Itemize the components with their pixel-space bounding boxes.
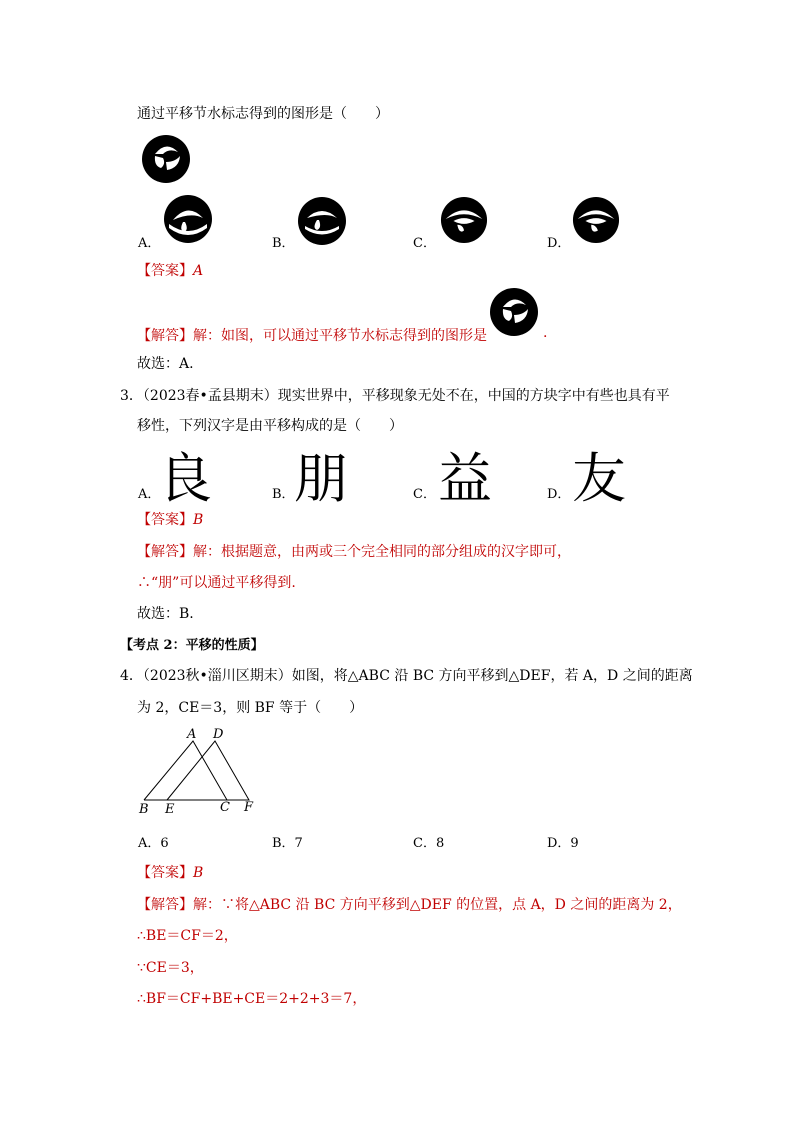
label-c: C (220, 800, 230, 815)
q3-option-d: D． (547, 487, 571, 502)
analysis-text: 解：根据题意，由两或三个完全相同的部分组成的汉字即可， (193, 544, 571, 560)
q3-char-d: 友 (572, 447, 626, 510)
analysis-text: 解：如图，可以通过平移节水标志得到的图形是 (193, 328, 487, 344)
q3-choice: 故选：B. (137, 606, 194, 622)
option-c-logo-icon (440, 196, 488, 244)
answer-label: 【答案】 (137, 263, 193, 279)
q2-option-b: B． (272, 236, 295, 251)
answer-value: A (193, 263, 204, 279)
q3-option-c: C． (413, 487, 436, 502)
q4-line3: ∵CE＝3， (137, 960, 204, 976)
q4-option-b: B．7 (272, 836, 303, 851)
analysis-end: . (543, 325, 548, 341)
analysis-label: 【解答】 (137, 544, 193, 560)
triangle-def (167, 741, 249, 800)
label-f: F (244, 800, 254, 815)
q3-option-a: A． (138, 487, 161, 502)
q2-choice: 故选：A. (137, 356, 194, 372)
q3-char-a: 良 (158, 447, 212, 510)
answer-label: 【答案】 (137, 512, 193, 528)
option-b-logo-icon (297, 196, 347, 246)
q2-stem: 通过平移节水标志得到的图形是（ ） (137, 106, 389, 122)
q3-option-b: B． (272, 487, 295, 502)
analysis-text: 解：∵将△ABC 沿 BC 方向平移到△DEF 的位置，点 A，D 之间的距离为 2， (193, 897, 682, 913)
water-logo-icon (141, 134, 191, 184)
q2-analysis (137, 325, 487, 345)
q4-option-d: D．9 (547, 836, 579, 851)
q4-line4: ∴BF＝CF+BE+CE＝2+2+3＝7， (137, 991, 367, 1007)
q2-option-c: C． (413, 236, 436, 251)
q4-option-c: C．8 (413, 836, 445, 851)
q2-option-d: D． (547, 236, 571, 251)
q3-char-b: 朋 (294, 447, 348, 510)
q3-char-c: 益 (438, 447, 492, 510)
label-d: D (213, 727, 224, 742)
section-heading: 【考点 2：平移的性质】 (120, 638, 264, 653)
q4-analysis (137, 894, 682, 914)
q2-option-a: A． (138, 236, 161, 251)
q3-stem-line2: 移性，下列汉字是由平移构成的是（ ） (137, 418, 403, 434)
q3-analysis (137, 541, 571, 561)
option-d-logo-icon (572, 196, 620, 244)
analysis-label: 【解答】 (137, 328, 193, 344)
answer-logo-icon (489, 287, 539, 337)
q4-answer (137, 862, 203, 882)
q4-stem-line1: 4．（2023秋•淄川区期末）如图，将△ABC 沿 BC 方向平移到△DEF，若 A，D 之间的距离 (120, 668, 693, 684)
label-b: B (139, 802, 149, 817)
q4-option-a: A．6 (138, 836, 169, 851)
q3-stem-line1: 3．（2023春•孟县期末）现实世界中，平移现象无处不在，中国的方块字中有些也具有平 (120, 388, 670, 404)
triangle-abc (144, 741, 227, 800)
option-a-logo-icon (163, 194, 213, 244)
q3-answer (137, 509, 203, 529)
label-e: E (165, 802, 175, 817)
analysis-label: 【解答】 (137, 897, 193, 913)
label-a: A (187, 727, 197, 742)
answer-value: B (193, 865, 204, 881)
q4-stem-line2: 为 2，CE＝3，则 BF 等于（ ） (137, 700, 364, 716)
q4-line2: ∴BE＝CF＝2， (137, 928, 238, 944)
answer-label: 【答案】 (137, 865, 193, 881)
answer-value: B (193, 512, 204, 528)
q3-therefore: ∴“朋”可以通过平移得到. (137, 575, 296, 591)
q2-answer (137, 260, 203, 280)
